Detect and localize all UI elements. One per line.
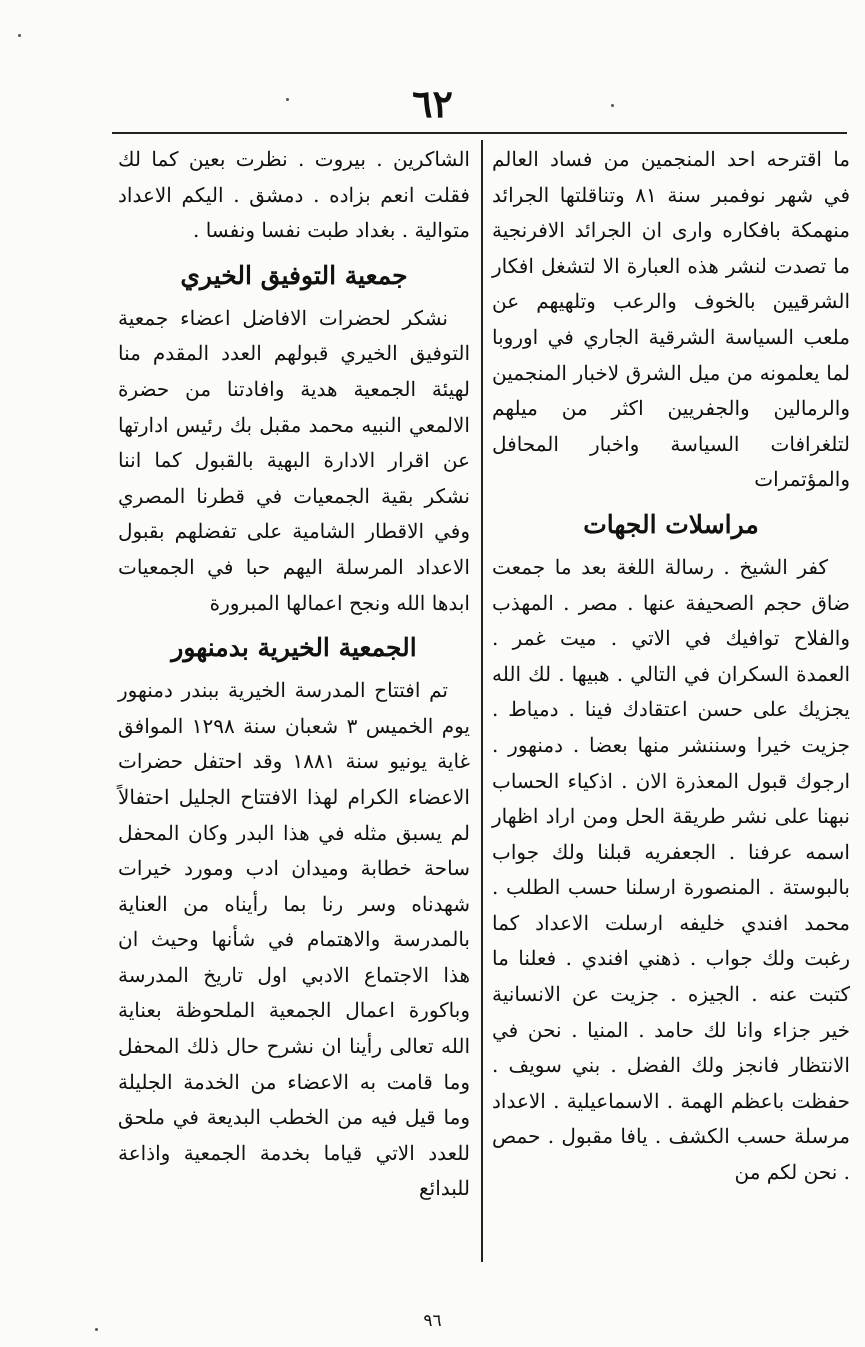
scan-speck	[95, 1328, 98, 1331]
page-number: ٦٢	[412, 81, 453, 126]
correspondence-continuation: الشاكرين . بيروت . نظرت بعين كما لك فقلت انعم بزاده . دمشق . اليكم الاعداد متوالية . بغداد طبت نفسا ونفسا .	[118, 147, 470, 243]
damanhur-society-paragraph: تم افتتاح المدرسة الخيرية ببندر دمنهور يوم الخميس ٣ شعبان سنة ١٢٩٨ الموافق غاية يونيو سنة ١٨٨١ وقد احتفل حضرات الاعضاء الكرام لهذا الافتتاح الجليل احتفالاً لم يسبق مثله في هذا البدر وكان المحفل ساحة خطابة وميدان ادب ومورد خيرات شهدناه وسر رنا بما رأيناه من العناية بالمدرسة والاهتمام في شأنها وحيث ان هذا الاجتماع الادبي اول تاريخ المدرسة وباكورة اعمال الجمعية الملحوظة بعناية الله تعالى رأينا ان نشرح حال ذلك المحفل وما قامت به الاعضاء من الخدمة الجليلة وما قيل فيه من الخطب البديعة في ملحق للعدد الاتي قياما بخدمة الجمعية واذاعة للبدائع	[118, 678, 471, 1201]
left-column	[118, 142, 470, 1207]
right-column	[492, 142, 850, 1191]
correspondence-heading: مراسلات الجهات	[583, 509, 759, 539]
astrology-paragraph: ما اقترحه احد المنجمين من فساد العالم في شهر نوفمبر سنة ٨١ وتناقلتها الجرائد منهمكة بافكاره وارى ان الجرائد الافرنجية ما تصدت لنشر هذه العبارة الا لتشغل افكار الشرقيين بالخوف والرعب وتلهيهم عن ملعب السياسة الشرقية الجاري في اوروبا لما يعلمونه من ميل الشرق لاخبار المنجمين والرمالين والجفريين اكثر من ميلهم لتلغرافات السياسة واخبار المحافل والمؤتمرات	[492, 147, 850, 492]
scan-speck	[286, 98, 289, 101]
header-rule	[112, 132, 847, 134]
correspondence-paragraph: كفر الشيخ . رسالة اللغة بعد ما جمعت ضاق حجم الصحيفة عنها . مصر . المهذب والفلاح توافيك في الاتي . ميت غمر . العمدة السكران في التالي . هبيها . لك الله يجزيك على حسن اعتقادك فينا . دمياط . جزيت خيرا وسننشر منها بعضا . دمنهور . ارجوك قبول المعذرة الان . اذكياء الحساب نبهنا على نشر طريقة الحل ومن اراد اظهار اسمه عرفنا . الجعفريه قبلنا ولك جواب بالبوستة . المنصورة ارسلنا حسب الطلب . محمد افندي خليفه ارسلت الاعداد كما رغبت ولك جواب . ذهني افندي . فعلنا ما كتبت عنه . الجيزه . جزيت عن الانسانية خير جزاء وانا لك حامد . المنيا . نحن في الانتظار فانجز ولك الفضل . بني سويف . حفظت باعظم الهمة . الاسماعيلية . الاعداد مرسلة حسب الكشف . يافا مقبول . حمص . نحن لكم من	[492, 554, 850, 1185]
tawfiq-society-heading: جمعية التوفيق الخيري	[180, 260, 408, 290]
footer-page-number: ٩٦	[423, 1311, 442, 1331]
damanhur-society-heading: الجمعية الخيرية بدمنهور	[171, 633, 417, 663]
scan-speck	[611, 104, 614, 107]
column-divider	[481, 140, 483, 1262]
scan-speck	[18, 34, 21, 37]
tawfiq-society-paragraph: نشكر لحضرات الافاضل اعضاء جمعية التوفيق الخيري قبولهم العدد المقدم منا لهيئة الجمعية هدية وافادتنا من حضرة الالمعي النبيه محمد مقبل بك رئيس ادارتها عن اقرار الادارة البهية بالقبول كما اننا نشكر بقية الجمعيات في قطرنا المصري وفي الاقطار الشامية على تفضلهم بقبول الاعداد المرسلة اليهم حبا في الجمعيات ابدها الله ونجح اعمالها المبرورة	[118, 305, 470, 615]
